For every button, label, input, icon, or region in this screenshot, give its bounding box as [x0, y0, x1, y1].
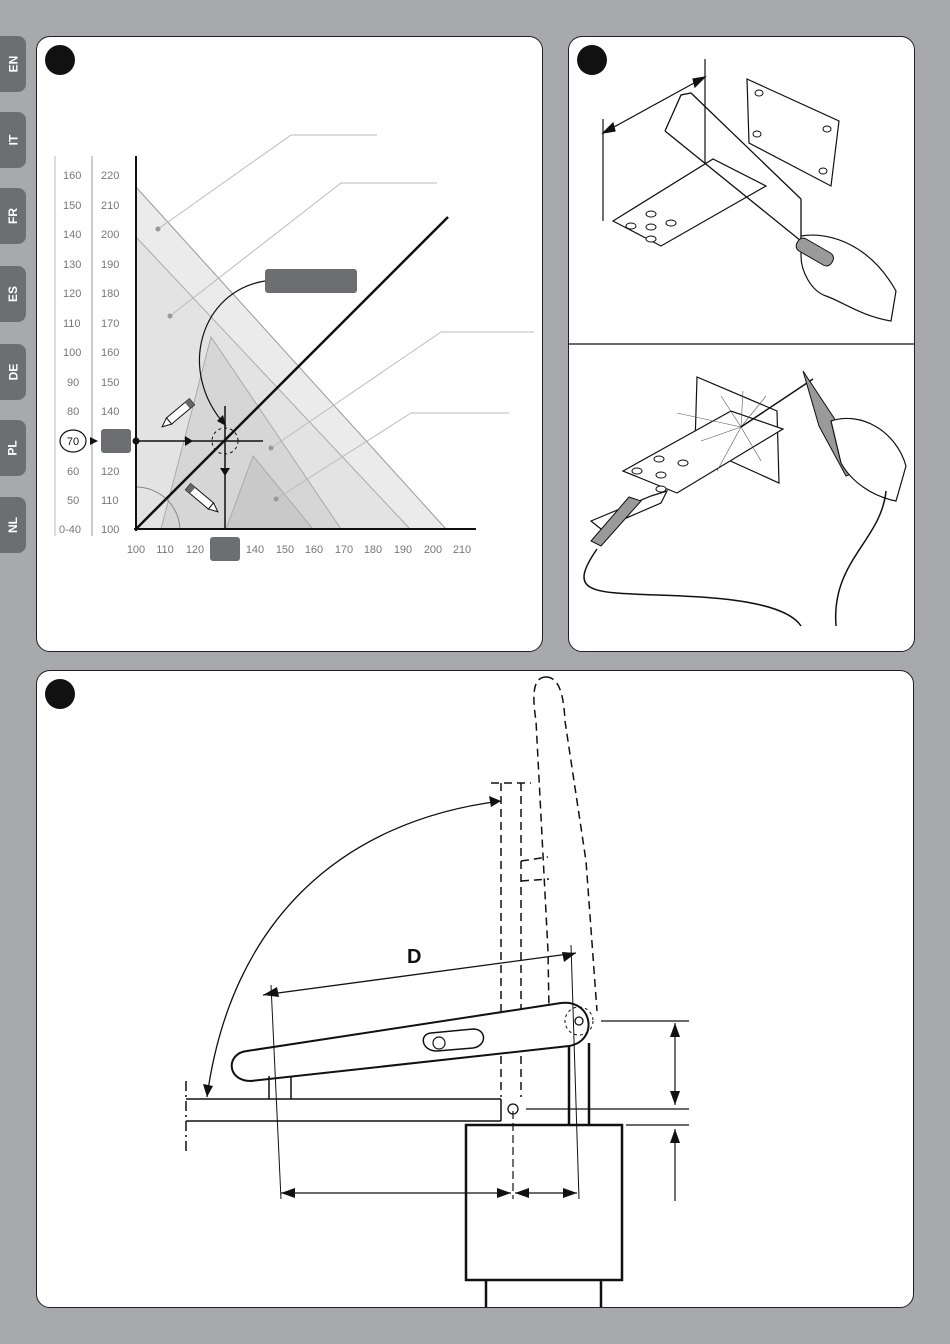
tick: 110 [101, 495, 119, 507]
tick: 150 [101, 377, 120, 389]
tab-label: DE [5, 363, 20, 381]
tick: 220 [101, 170, 120, 182]
label-box [265, 269, 357, 293]
tick: 170 [334, 544, 354, 556]
tick: 170 [101, 318, 120, 330]
tick: 210 [101, 200, 120, 212]
arrow-to-box [90, 437, 98, 445]
tab-label: EN [5, 55, 20, 73]
panel-tools [568, 36, 915, 652]
pivot-icon [575, 1017, 583, 1025]
tick: 60 [67, 466, 80, 478]
arc-arrow-start [203, 1084, 213, 1097]
tick: 140 [101, 406, 120, 418]
tick: 150 [275, 544, 295, 556]
tab-label: PL [6, 440, 20, 456]
tick: 180 [101, 288, 120, 300]
tick: 140 [245, 544, 265, 556]
tick: 0-40 [59, 524, 82, 536]
arm-slot [423, 1029, 483, 1051]
tab-label: IT [5, 134, 20, 146]
tick: 140 [63, 229, 82, 241]
tick: 110 [63, 318, 81, 330]
tab-en[interactable] [0, 36, 26, 92]
tick: 200 [101, 229, 120, 241]
tick: 120 [185, 544, 205, 556]
tick: 120 [101, 466, 120, 478]
x-value-box [210, 537, 240, 561]
panel-drawing [36, 670, 914, 1308]
tick: 160 [304, 544, 324, 556]
tools-illustration [569, 37, 914, 651]
tick: 120 [63, 288, 82, 300]
operator-arm [232, 1003, 589, 1081]
welding-cable [836, 491, 886, 626]
tick: 100 [63, 347, 82, 359]
ground-cable [584, 549, 801, 626]
tick: 100 [101, 524, 120, 536]
tick: 90 [67, 377, 80, 389]
tab-de[interactable] [0, 344, 26, 400]
tick: 190 [101, 259, 120, 271]
tab-label: NL [6, 517, 20, 533]
tick: 80 [67, 406, 80, 418]
tick: 130 [63, 259, 82, 271]
panel-chart [36, 36, 543, 652]
tick: 50 [67, 495, 80, 507]
gate-leaf [186, 1076, 501, 1151]
tab-nl[interactable] [0, 497, 26, 553]
arm-drawing [37, 671, 913, 1307]
tick: 190 [393, 544, 413, 556]
dimension-label-d: D [407, 946, 422, 968]
tick: 160 [101, 347, 120, 359]
tab-label: FR [6, 208, 20, 224]
tab-it[interactable] [0, 112, 26, 168]
tick: 110 [156, 544, 174, 556]
installation-chart [37, 37, 542, 651]
tab-es[interactable] [0, 266, 26, 322]
tick: 180 [363, 544, 383, 556]
axis-point [133, 438, 140, 445]
tab-label: ES [5, 285, 20, 303]
tick: 100 [126, 544, 146, 556]
hand [831, 418, 906, 501]
tick: 160 [63, 170, 82, 182]
arc-arrow-end [489, 796, 501, 807]
operator-body [466, 1043, 622, 1307]
tick: 200 [423, 544, 443, 556]
y-value-box [101, 429, 131, 453]
y-outer-ticks [59, 170, 81, 536]
x-ticks [127, 544, 471, 556]
dim-arrow [562, 952, 576, 962]
tick: 210 [452, 544, 472, 556]
arm-hole [433, 1037, 445, 1049]
tick: 150 [63, 200, 82, 212]
tab-fr[interactable] [0, 188, 26, 244]
y-inner-ticks [101, 170, 119, 536]
mounting-bracket [613, 159, 766, 246]
selected-value: 70 [66, 436, 80, 448]
tab-pl[interactable] [0, 420, 26, 476]
